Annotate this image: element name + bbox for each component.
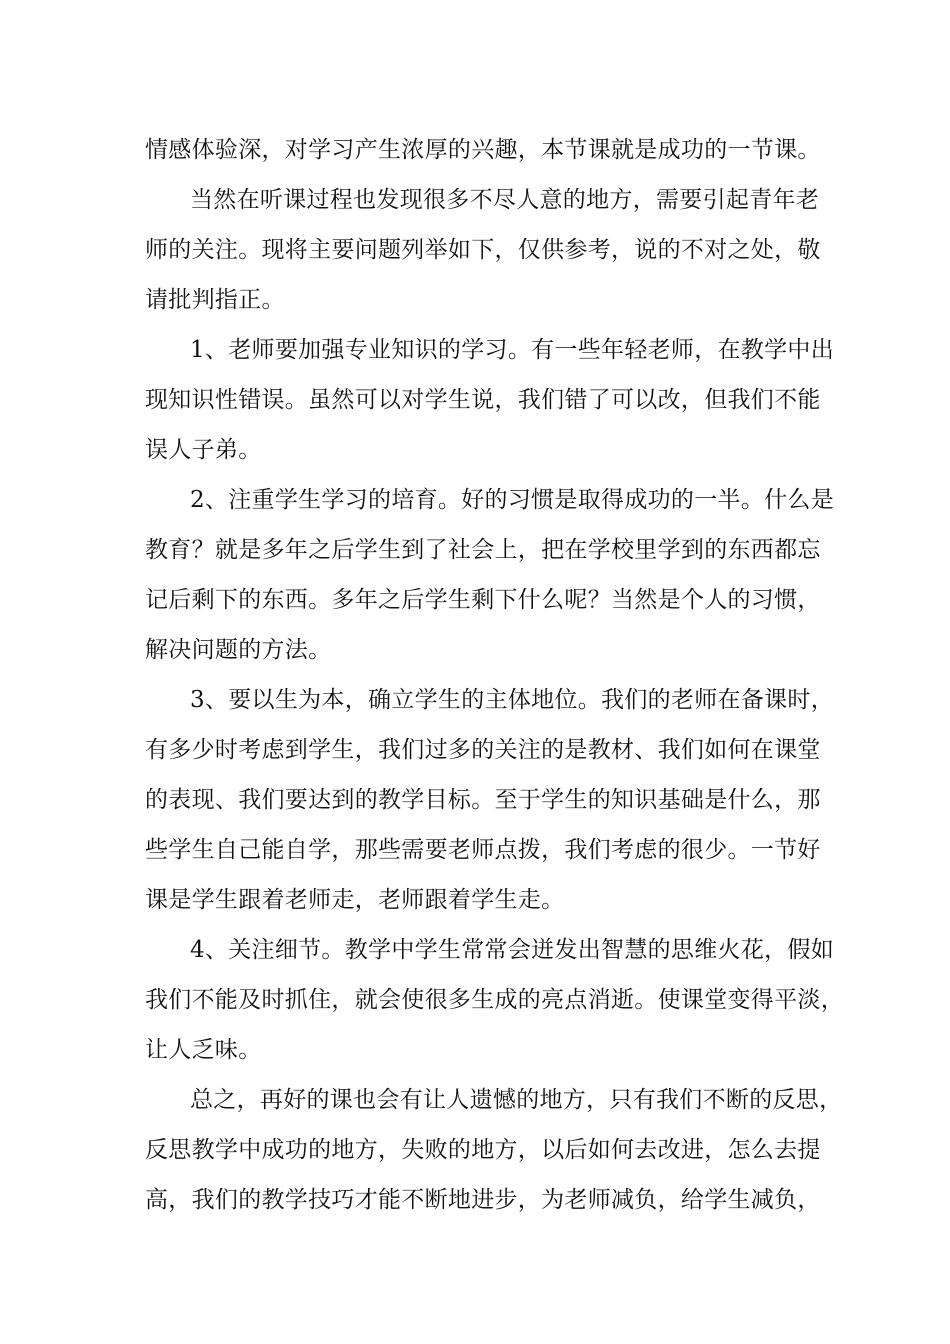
text-line: 解决问题的方法。 — [145, 637, 332, 663]
text-line: 记后剩下的东西。多年之后学生剩下什么呢？当然是个人的习惯， — [145, 587, 821, 613]
text-line: 课是学生跟着老师走，老师跟着学生走。 — [145, 887, 565, 913]
text-line: 3、要以生为本，确立学生的主体地位。我们的老师在备课时， — [190, 687, 835, 713]
text-line: 我们不能及时抓住，就会使很多生成的亮点消逝。使课堂变得平淡， — [145, 987, 844, 1013]
text-line: 反思教学中成功的地方，失败的地方，以后如何去改进，怎么去提 — [145, 1137, 821, 1163]
text-line: 让人乏味。 — [145, 1037, 262, 1063]
text-line: 2、注重学生学习的培育。好的习惯是取得成功的一半。什么是 — [190, 487, 835, 513]
text-line: 误人子弟。 — [145, 437, 262, 463]
text-line: 些学生自己能自学，那些需要老师点拨，我们考虑的很少。一节好 — [145, 837, 821, 863]
text-line: 现知识性错误。虽然可以对学生说，我们错了可以改，但我们不能 — [145, 387, 821, 413]
text-line: 当然在听课过程也发现很多不尽人意的地方，需要引起青年老 — [190, 187, 820, 213]
text-line: 师的关注。现将主要问题列举如下，仅供参考，说的不对之处，敬 — [145, 237, 821, 263]
text-line: 4、关注细节。教学中学生常常会迸发出智慧的思维火花，假如 — [190, 937, 835, 963]
text-line: 教育？就是多年之后学生到了社会上，把在学校里学到的东西都忘 — [145, 537, 821, 563]
text-line: 总之，再好的课也会有让人遗憾的地方，只有我们不断的反思， — [190, 1087, 843, 1113]
text-line: 1、老师要加强专业知识的学习。有一些年轻老师，在教学中出 — [190, 337, 835, 363]
text-line: 情感体验深，对学习产生浓厚的兴趣，本节课就是成功的一节课。 — [145, 137, 821, 163]
text-line: 有多少时考虑到学生，我们过多的关注的是教材、我们如何在课堂 — [145, 737, 821, 763]
text-line: 请批判指正。 — [145, 287, 285, 313]
text-line: 高，我们的教学技巧才能不断地进步，为老师减负，给学生减负， — [145, 1187, 821, 1213]
text-line: 的表现、我们要达到的教学目标。至于学生的知识基础是什么，那 — [145, 787, 821, 813]
